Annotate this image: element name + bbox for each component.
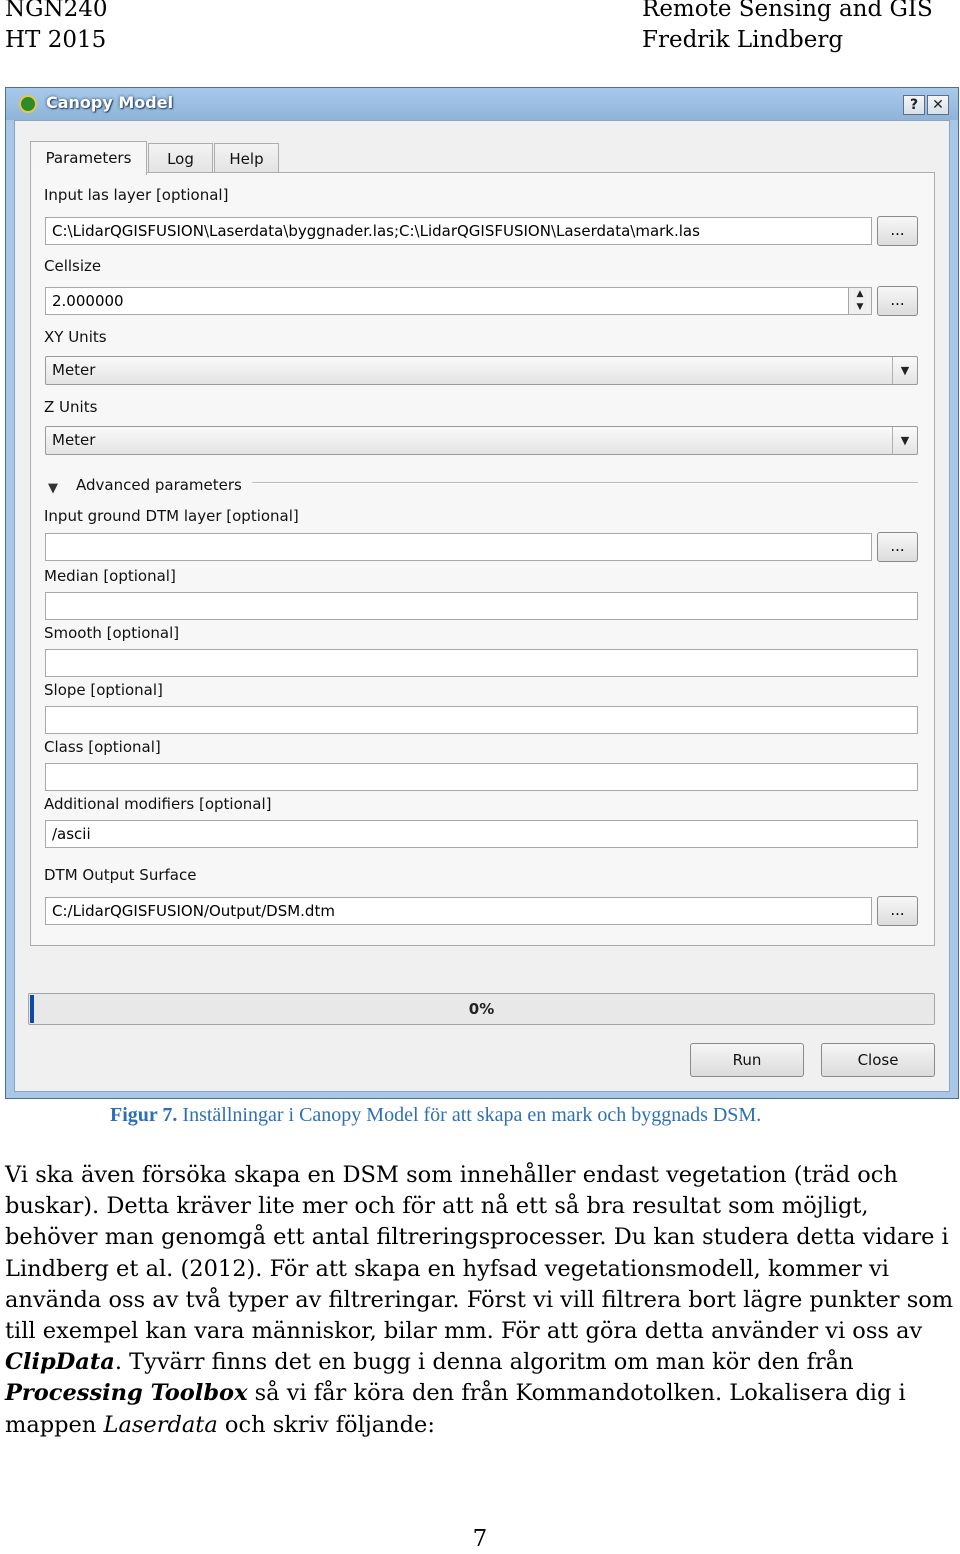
input-las-field[interactable]: C:\LidarQGISFUSION\Laserdata\byggnader.las;C:\LidarQGISFUSION\Laserdata\mark.las [45, 217, 872, 245]
clipdata-term: ClipData [5, 1349, 115, 1376]
run-button[interactable]: Run [690, 1043, 804, 1077]
caption-text: Inställningar i Canopy Model för att skapa en mark och byggnads DSM. [177, 1104, 762, 1126]
close-icon[interactable]: ✕ [927, 95, 949, 115]
advanced-parameters-toggle[interactable]: Advanced parameters [76, 476, 242, 494]
header-left [5, 0, 108, 56]
ground-dtm-field[interactable] [45, 533, 872, 561]
tab-parameters[interactable]: Parameters [30, 141, 147, 175]
z-units-select[interactable] [45, 426, 918, 455]
ground-dtm-label: Input ground DTM layer [optional] [44, 507, 299, 525]
section-divider [252, 482, 918, 484]
cellsize-spinner[interactable] [848, 287, 872, 315]
dropdown-arrow-icon[interactable]: ▼ [892, 427, 917, 454]
body-text-2: . Tyvärr finns det en bugg i denna algoritm om man kör den från [114, 1349, 854, 1376]
dialog-title: Canopy Model [46, 93, 174, 112]
xy-units-value: Meter [52, 361, 96, 379]
slope-label: Slope [optional] [44, 681, 163, 699]
course-name: Remote Sensing and GIS [642, 0, 933, 22]
figure-number: Figur 7. [110, 1104, 178, 1126]
author: Fredrik Lindberg [642, 27, 844, 53]
dropdown-arrow-icon[interactable]: ▼ [892, 357, 917, 384]
progress-text: 0% [468, 1000, 495, 1018]
body-text-4: och skriv följande: [217, 1411, 435, 1438]
tab-log[interactable]: Log [148, 143, 213, 173]
body-paragraph [5, 1160, 955, 1441]
modifiers-field[interactable]: /ascii [45, 820, 918, 848]
header-right [642, 0, 933, 56]
close-button[interactable]: Close [821, 1043, 935, 1077]
median-label: Median [optional] [44, 567, 176, 585]
page-number: 7 [472, 1526, 488, 1552]
z-units-value: Meter [52, 431, 96, 449]
progress-bar [28, 993, 935, 1025]
title-bar[interactable] [6, 88, 958, 120]
tab-help[interactable]: Help [214, 143, 279, 173]
output-browse-button[interactable]: ... [877, 896, 918, 926]
course-code: NGN240 [5, 0, 108, 22]
laserdata-term: Laserdata [103, 1411, 218, 1438]
input-las-browse-button[interactable]: ... [877, 216, 918, 246]
xy-units-label: XY Units [44, 328, 107, 346]
body-text-1: Vi ska även försöka skapa en DSM som innehåller endast vegetation (träd och buskar). Detta kräver lite mer och för att nå ett så bra resultat som möjligt, behöver man genomgå ett antal filtreringsprocesser. Du kan studera detta vidare i Lindberg et al. (2012). För att skapa en hyfsad vegetationsmodell, kommer vi använda oss av två typer av filtreringar. Först vi vill filtrera bort lägre punkter som till exempel kan vara människor, bilar mm. För att göra detta använder vi oss av [5, 1162, 954, 1345]
modifiers-label: Additional modifiers [optional] [44, 795, 272, 813]
slope-field[interactable] [45, 706, 918, 734]
cellsize-browse-button[interactable]: ... [877, 286, 918, 316]
processing-toolbox-term: Processing Toolbox [5, 1380, 248, 1407]
class-label: Class [optional] [44, 738, 161, 756]
output-label: DTM Output Surface [44, 866, 197, 884]
spin-up-icon[interactable]: ▲ [856, 289, 864, 299]
body-text-3: så vi får köra den från Kommandotolken. Lokalisera dig i mappen [5, 1380, 906, 1438]
smooth-field[interactable] [45, 649, 918, 677]
ground-dtm-browse-button[interactable]: ... [877, 532, 918, 562]
help-button[interactable]: ? [903, 95, 925, 115]
figure-caption [110, 1104, 761, 1127]
spin-down-icon[interactable]: ▼ [856, 302, 864, 312]
z-units-label: Z Units [44, 398, 98, 416]
term: HT 2015 [5, 27, 107, 53]
class-field[interactable] [45, 763, 918, 791]
xy-units-select[interactable] [45, 356, 918, 385]
collapse-triangle-icon[interactable]: ▼ [48, 481, 58, 496]
qgis-logo-icon [19, 95, 37, 113]
output-field[interactable]: C:/LidarQGISFUSION/Output/DSM.dtm [45, 897, 872, 925]
smooth-label: Smooth [optional] [44, 624, 180, 642]
cellsize-label: Cellsize [44, 257, 102, 275]
cellsize-field[interactable]: 2.000000 [45, 287, 849, 315]
median-field[interactable] [45, 592, 918, 620]
input-las-label: Input las layer [optional] [44, 186, 229, 204]
